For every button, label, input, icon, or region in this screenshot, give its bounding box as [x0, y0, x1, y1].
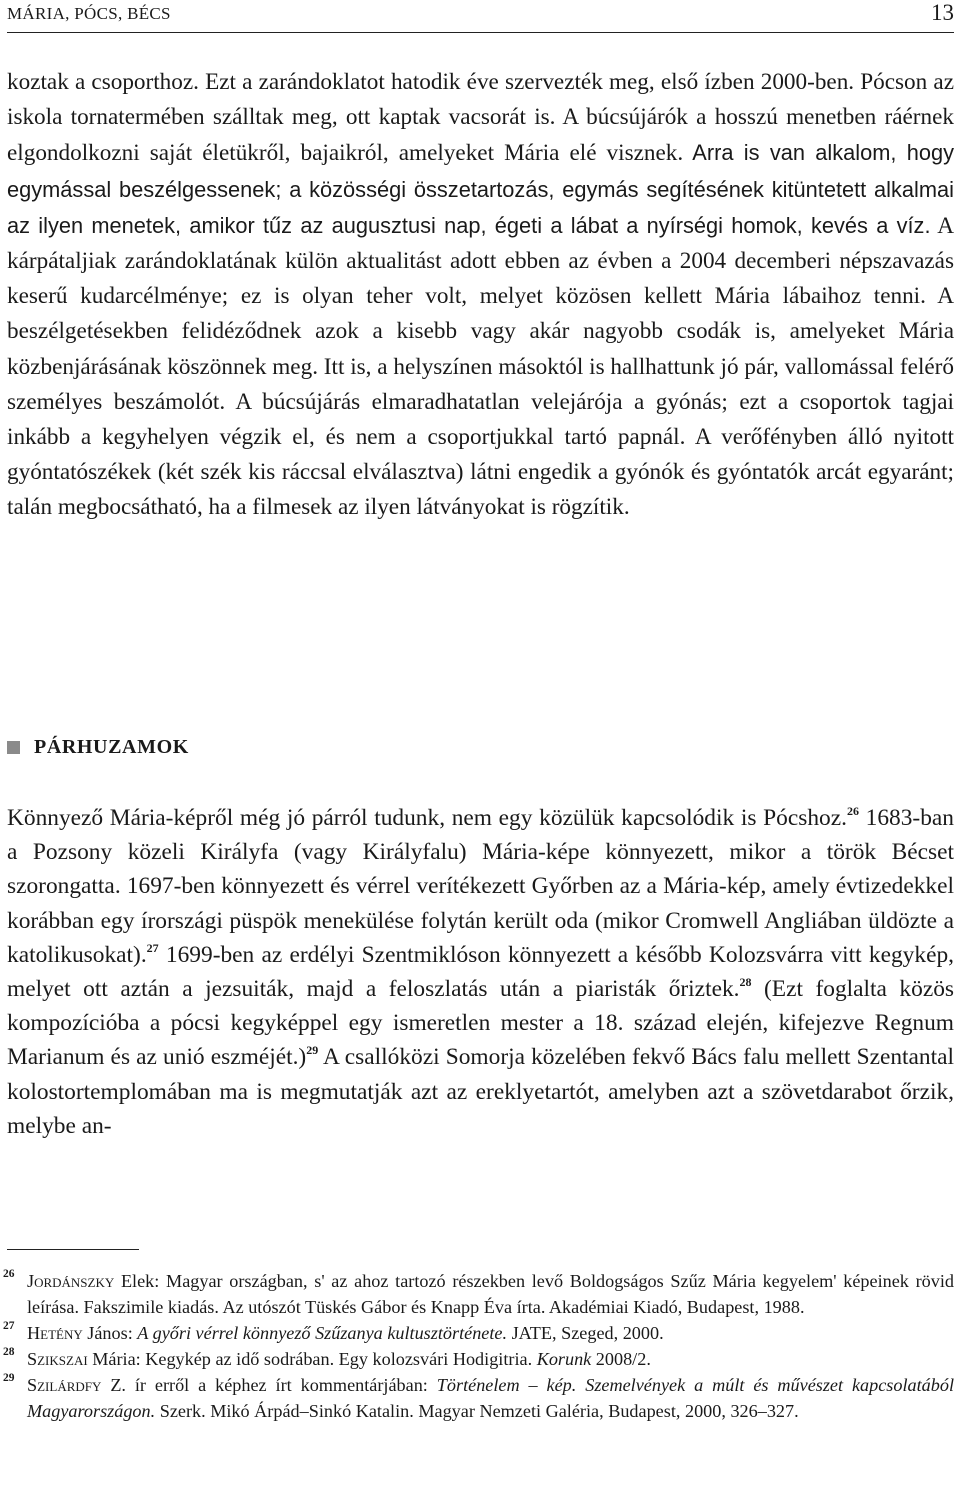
footnote-text: JATE, Szeged, 2000.	[507, 1323, 664, 1343]
footnote-ref-29[interactable]: 29	[306, 1043, 319, 1058]
footnote-text: Szerk. Mikó Árpád–Sinkó Katalin. Magyar Nemzeti Galéria, Budapest, 2000, 326–327.	[155, 1401, 799, 1421]
footnote-title: A győri vérrel könnyező Szűzanya kultusztörténete.	[137, 1323, 508, 1343]
section-heading	[7, 736, 189, 759]
footnote-text: Z. ír erről a képhez írt kommentárjában:	[101, 1375, 437, 1395]
paragraph-1-part-c: A kárpátaljiak zarándoklatának külön aktualitást adott ebben az évben a 2004 decemberi népszavazás keserű kudarcélménye; ez is olyan teher volt, melyet közösen kellett Mária lábaihoz tenni. A beszélgetésekben felidéződnek azok a kisebb vagy akár nagyobb csodák is, amelyeket Mária közbenjárásának köszönnek meg. Itt is, a helyszínen másoktól is hallhattunk jó pár, vallomással felérő személyes beszámolót. A búcsújárás elmaradhatatlan velejárója a gyónás; ezt a csoportok tagjai inkább a kegyhelyen végzik el, és nem a csoportjukkal tartó papnál. A verőfényben álló nyitott gyóntatószékek (két szék kis ráccsal elválasztva) látni engedik a gyónók és gyóntatók arcát egyaránt; talán megbocsátható, ha a filmesek az ilyen látványokat is rögzítik.	[7, 212, 954, 521]
footnote-number: 29	[3, 1372, 15, 1384]
footnotes	[3, 1268, 954, 1424]
footnote-29	[3, 1372, 954, 1424]
body-paragraph-2	[7, 801, 954, 1143]
footnote-text: Elek: Magyar országban, s' az ahoz tartozó részekben levő Boldogságos Szűz Mária kegyelem' képeinek rövid leírása. Fakszimile kiadás. Az utószót Tüskés Gábor és Knapp Éva írta. Akadémiai Kiadó, Budapest, 1988.	[27, 1271, 954, 1317]
paragraph-1-part-b: Arra is van alkalom, hogy egymással beszélgessenek; a közösségi összetartozás, egymás segítésének kitüntetett alkalmai az ilyen menetek, amikor tűz az augusztusi nap, égeti a lábat a nyírségi homok, kevés a víz.	[7, 140, 954, 238]
paragraph-2-seg-5: A csallóközi Somorja közelében fekvő Bács falu mellett Szentantal kolostortemplomában ma is megmutatják azt az ereklyetartót, amelyben azt a szövetdarabot őrzik, melybe an-	[7, 1044, 954, 1139]
footnote-author: Szikszai	[27, 1349, 88, 1369]
footnote-text: Mária: Kegykép az idő sodrában. Egy kolozsvári Hodigitria.	[87, 1349, 537, 1369]
paragraph-2-seg-4: (Ezt foglalta közös kompozícióba a pócsi kegyképpel egy ismeretlen mester a 18. század elején, kifejezve Regnum Marianum és az unió eszméjét.)	[7, 976, 954, 1071]
footnote-author: Jordánszky	[27, 1271, 115, 1291]
running-head: MÁRIA, PÓCS, BÉCS	[7, 4, 171, 23]
body-paragraph-1	[7, 65, 954, 526]
paragraph-1-part-a: koztak a csoporthoz. Ezt a zarándoklatot hatodik éve szervezték meg, első ízben 2000-ben. Pócson az iskola tornatermében szálltak meg, ott kaptak vacsorát is. A búcsújárók a hosszú menetben ráérnek elgondolkozni saját életükről, bajaikról, amelyeket Mária elé visznek.	[7, 69, 954, 167]
footnote-ref-27[interactable]: 27	[146, 940, 159, 955]
paragraph-2-seg-2: 1683-ban a Pozsony közeli Királyfa (vagy Királyfalu) Mária-képe könnyezett, mikor a török Bécset szorongatta. 1697-ben könnyezett és vérrel verítékezett Győrben az a Mária-kép, amely évtizedekkel korábban egy írországi püspök menekülése folytán került oda (mikor Cromwell Angliában üldözte a katolikusokat).	[7, 805, 954, 968]
paragraph-2-seg-3: 1699-ben az erdélyi Szentmiklóson könnyezett a később Kolozsvárra vitt kegykép, melyet ott aztán a jezsuiták, majd a feloszlatás után a piaristák őriztek.	[7, 941, 954, 1003]
page-header	[7, 0, 954, 33]
footnote-title: Korunk	[536, 1349, 592, 1369]
footnote-ref-26[interactable]: 26	[846, 804, 859, 818]
footnote-number: 28	[3, 1346, 15, 1358]
footnote-author: Szilárdfy	[27, 1375, 102, 1395]
footnote-title: Történelem – kép. Szemelvények a múlt és művészet kapcsolatából Magyarországon.	[27, 1375, 954, 1421]
footnote-text: János:	[82, 1323, 138, 1343]
section-bullet-icon	[7, 741, 20, 754]
footnote-divider	[7, 1249, 139, 1250]
footnote-number: 26	[3, 1268, 15, 1280]
footnote-ref-28[interactable]: 28	[739, 975, 752, 990]
section-title: PÁRHUZAMOK	[34, 736, 189, 758]
footnote-26	[3, 1268, 954, 1320]
footnote-number: 27	[3, 1320, 15, 1332]
footnote-28	[3, 1346, 954, 1372]
footnote-text: 2008/2.	[591, 1349, 651, 1369]
footnote-27	[3, 1320, 954, 1346]
footnote-author: Hetény	[27, 1323, 83, 1343]
page-number: 13	[931, 0, 954, 25]
paragraph-2-seg-1: Könnyező Mária-képről még jó párról tudunk, nem egy közülük kapcsolódik is Pócshoz.	[7, 805, 847, 831]
